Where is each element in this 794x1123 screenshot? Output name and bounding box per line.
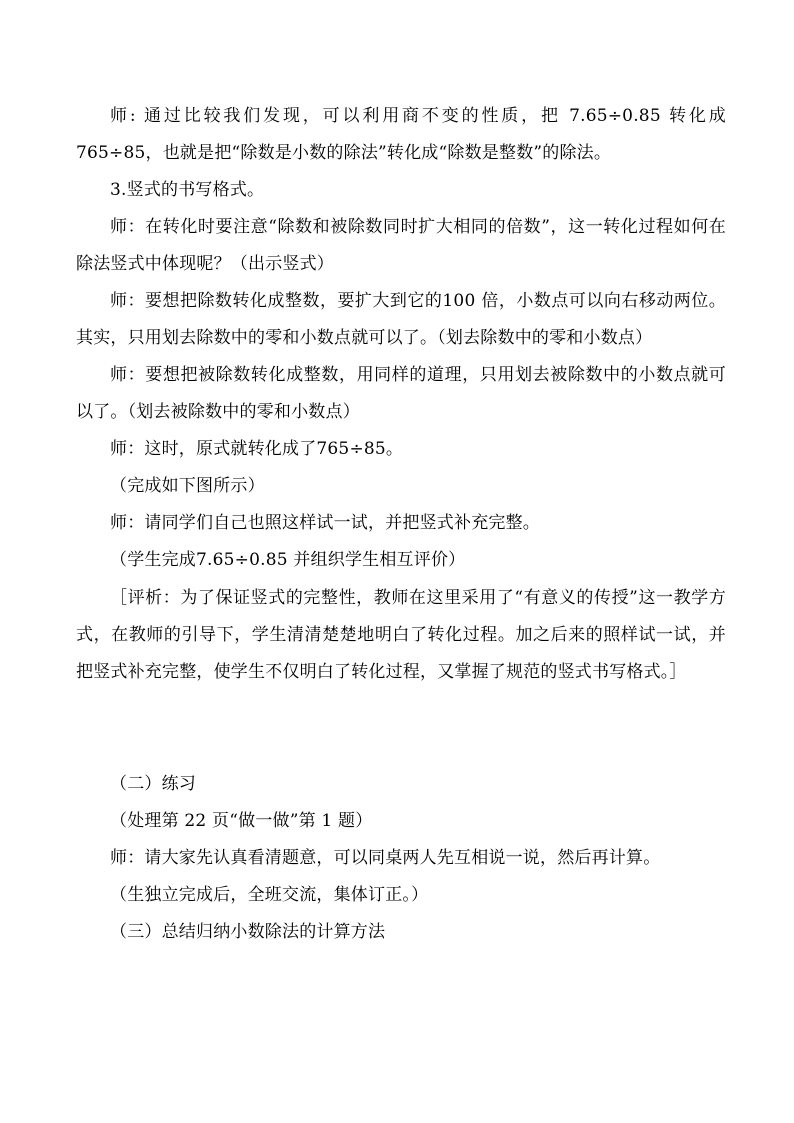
paragraph-figure-note: （完成如下图所示） — [110, 476, 265, 496]
paragraph-teacher-conversion: 师：在转化时要注意“除数和被除数同时扩大相同的倍数”，这一转化过程如何在除法竖式中体现呢？（出示竖式） — [76, 217, 726, 274]
paragraph-section-summary: （三）总结归纳小数除法的计算方法 — [110, 922, 386, 942]
paragraph-section-practice: （二）练习 — [110, 774, 196, 794]
paragraph-teacher-result: 师：这时，原式就转化成了765÷85。 — [110, 439, 404, 459]
paragraph-teacher-divisor: 师：要想把除数转化成整数，要扩大到它的100 倍，小数点可以向右移动两位。其实，只用划去除数中的零和小数点就可以了。（划去除数中的零和小数点） — [76, 291, 726, 348]
paragraph-student-independent: （生独立完成后，全班交流，集体订正。） — [110, 885, 429, 905]
paragraph-handle-exercise: （处理第 22 页“做一做”第 1 题） — [110, 811, 373, 831]
paragraph-heading-vertical-format: 3.竖式的书写格式。 — [110, 180, 265, 200]
paragraph-teacher-read: 师：请大家先认真看清题意，可以同桌两人先互相说一说，然后再计算。 — [110, 848, 661, 868]
paragraph-student-complete: （学生完成7.65÷0.85 并组织学生相互评价） — [110, 550, 466, 570]
paragraph-comparison: 师: 通过比较我们发现，可以利用商不变的性质，把 7.65÷0.85 转化成 765÷85，也就是把“除数是小数的除法”转化成“除数是整数”的除法。 — [76, 106, 726, 163]
paragraph-teacher-try: 师：请同学们自己也照这样试一试，并把竖式补充完整。 — [110, 513, 540, 533]
paragraph-commentary: ［评析：为了保证竖式的完整性，教师在这里采用了“有意义的传授”这一教学方式，在教师的引导下，学生清清楚楚地明白了转化过程。加之后来的照样试一试，并把竖式补充完整，使学生不仅明白了转化过程，又掌握了规范的竖式书写格式。］ — [76, 588, 726, 682]
paragraph-teacher-dividend: 师：要想把被除数转化成整数，用同样的道理，只用划去被除数中的小数点就可以了。（划去被除数中的零和小数点） — [76, 365, 726, 422]
